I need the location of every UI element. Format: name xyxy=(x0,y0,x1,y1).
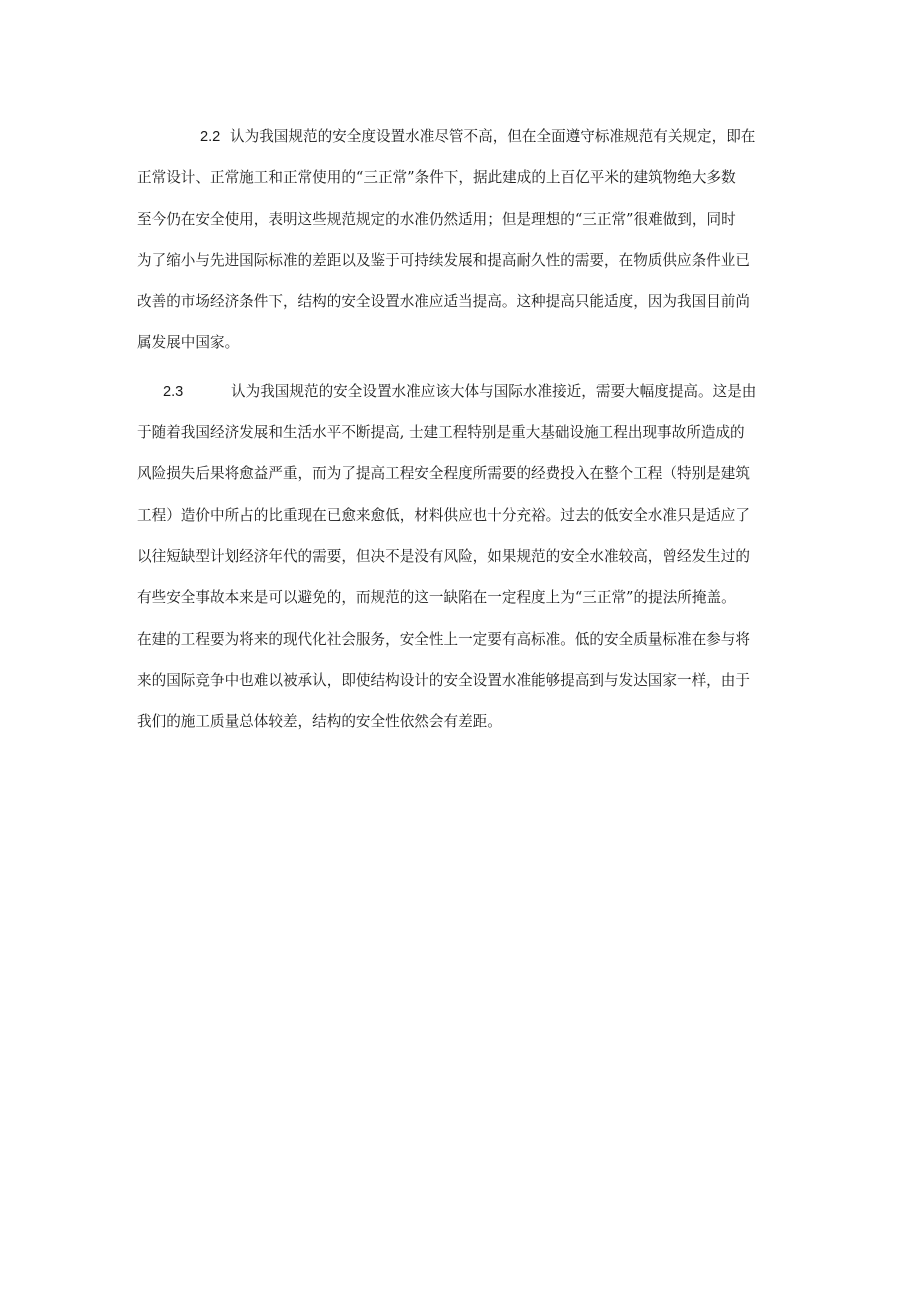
paragraph-2-3 xyxy=(137,377,791,749)
paragraph-line: 为了缩小与先进国际标准的差距以及鉴于可持续发展和提高耐久性的需要，在物质供应条件业已 xyxy=(137,251,750,269)
paragraph-line: 于随着我国经济发展和生活水平不断提高, 士建工程特别是重大基础设施工程出现事故所造成的 xyxy=(137,424,745,442)
paragraph-2-2 xyxy=(137,122,791,370)
paragraph-spacer xyxy=(137,370,791,377)
paragraph-text: 认为我国规范的安全设置水准应该大体与国际水准接近，需要大幅度提高。这是由 xyxy=(231,382,757,400)
paragraph-line: 以往短缺型计划经济年代的需要，但决不是没有风险，如果规范的安全水准较高，曾经发生过的 xyxy=(137,547,750,565)
paragraph-line: 来的国际竞争中也难以被承认，即使结构设计的安全设置水准能够提高到与发达国家一样，由于 xyxy=(137,671,750,689)
paragraph-line: 工程）造价中所占的比重现在已愈来愈低，材料供应也十分充裕。过去的低安全水准只是适应了 xyxy=(137,506,750,524)
paragraph-line: 有些安全事故本来是可以避免的，而规范的这一缺陷在一定程度上为“三正常”的提法所掩盖。 xyxy=(137,589,736,607)
paragraph-line: 我们的施工质量总体较差，结构的安全性依然会有差距。 xyxy=(137,713,502,731)
paragraph-line xyxy=(137,122,791,163)
paragraph-line: 风险损失后果将愈益严重，而为了提高工程安全程度所需要的经费投入在整个工程（特别是建筑 xyxy=(137,465,750,483)
document-body xyxy=(137,122,791,748)
paragraph-text: 认为我国规范的安全度设置水准尽管不高，但在全面遵守标准规范有关规定，即在 xyxy=(230,128,756,145)
paragraph-line: 至今仍在安全使用，表明这些规范规定的水准仍然适用；但是理想的“三正常”很难做到，同时 xyxy=(137,210,736,228)
paragraph-line: 正常设计、正常施工和正常使用的“三正常”条件下，据此建成的上百亿平米的建筑物绝大多数 xyxy=(137,169,736,187)
paragraph-line: 改善的市场经济条件下，结构的安全设置水准应适当提高。这种提高只能适度，因为我国目前尚 xyxy=(137,293,750,311)
paragraph-line: 在建的工程要为将来的现代化社会服务，安全性上一定要有高标准。低的安全质量标准在参与将 xyxy=(137,630,750,648)
section-number: 2.2 xyxy=(200,129,221,145)
paragraph-line xyxy=(137,377,791,418)
section-number: 2.3 xyxy=(163,383,184,400)
paragraph-line: 属发展中国家。 xyxy=(137,334,240,352)
